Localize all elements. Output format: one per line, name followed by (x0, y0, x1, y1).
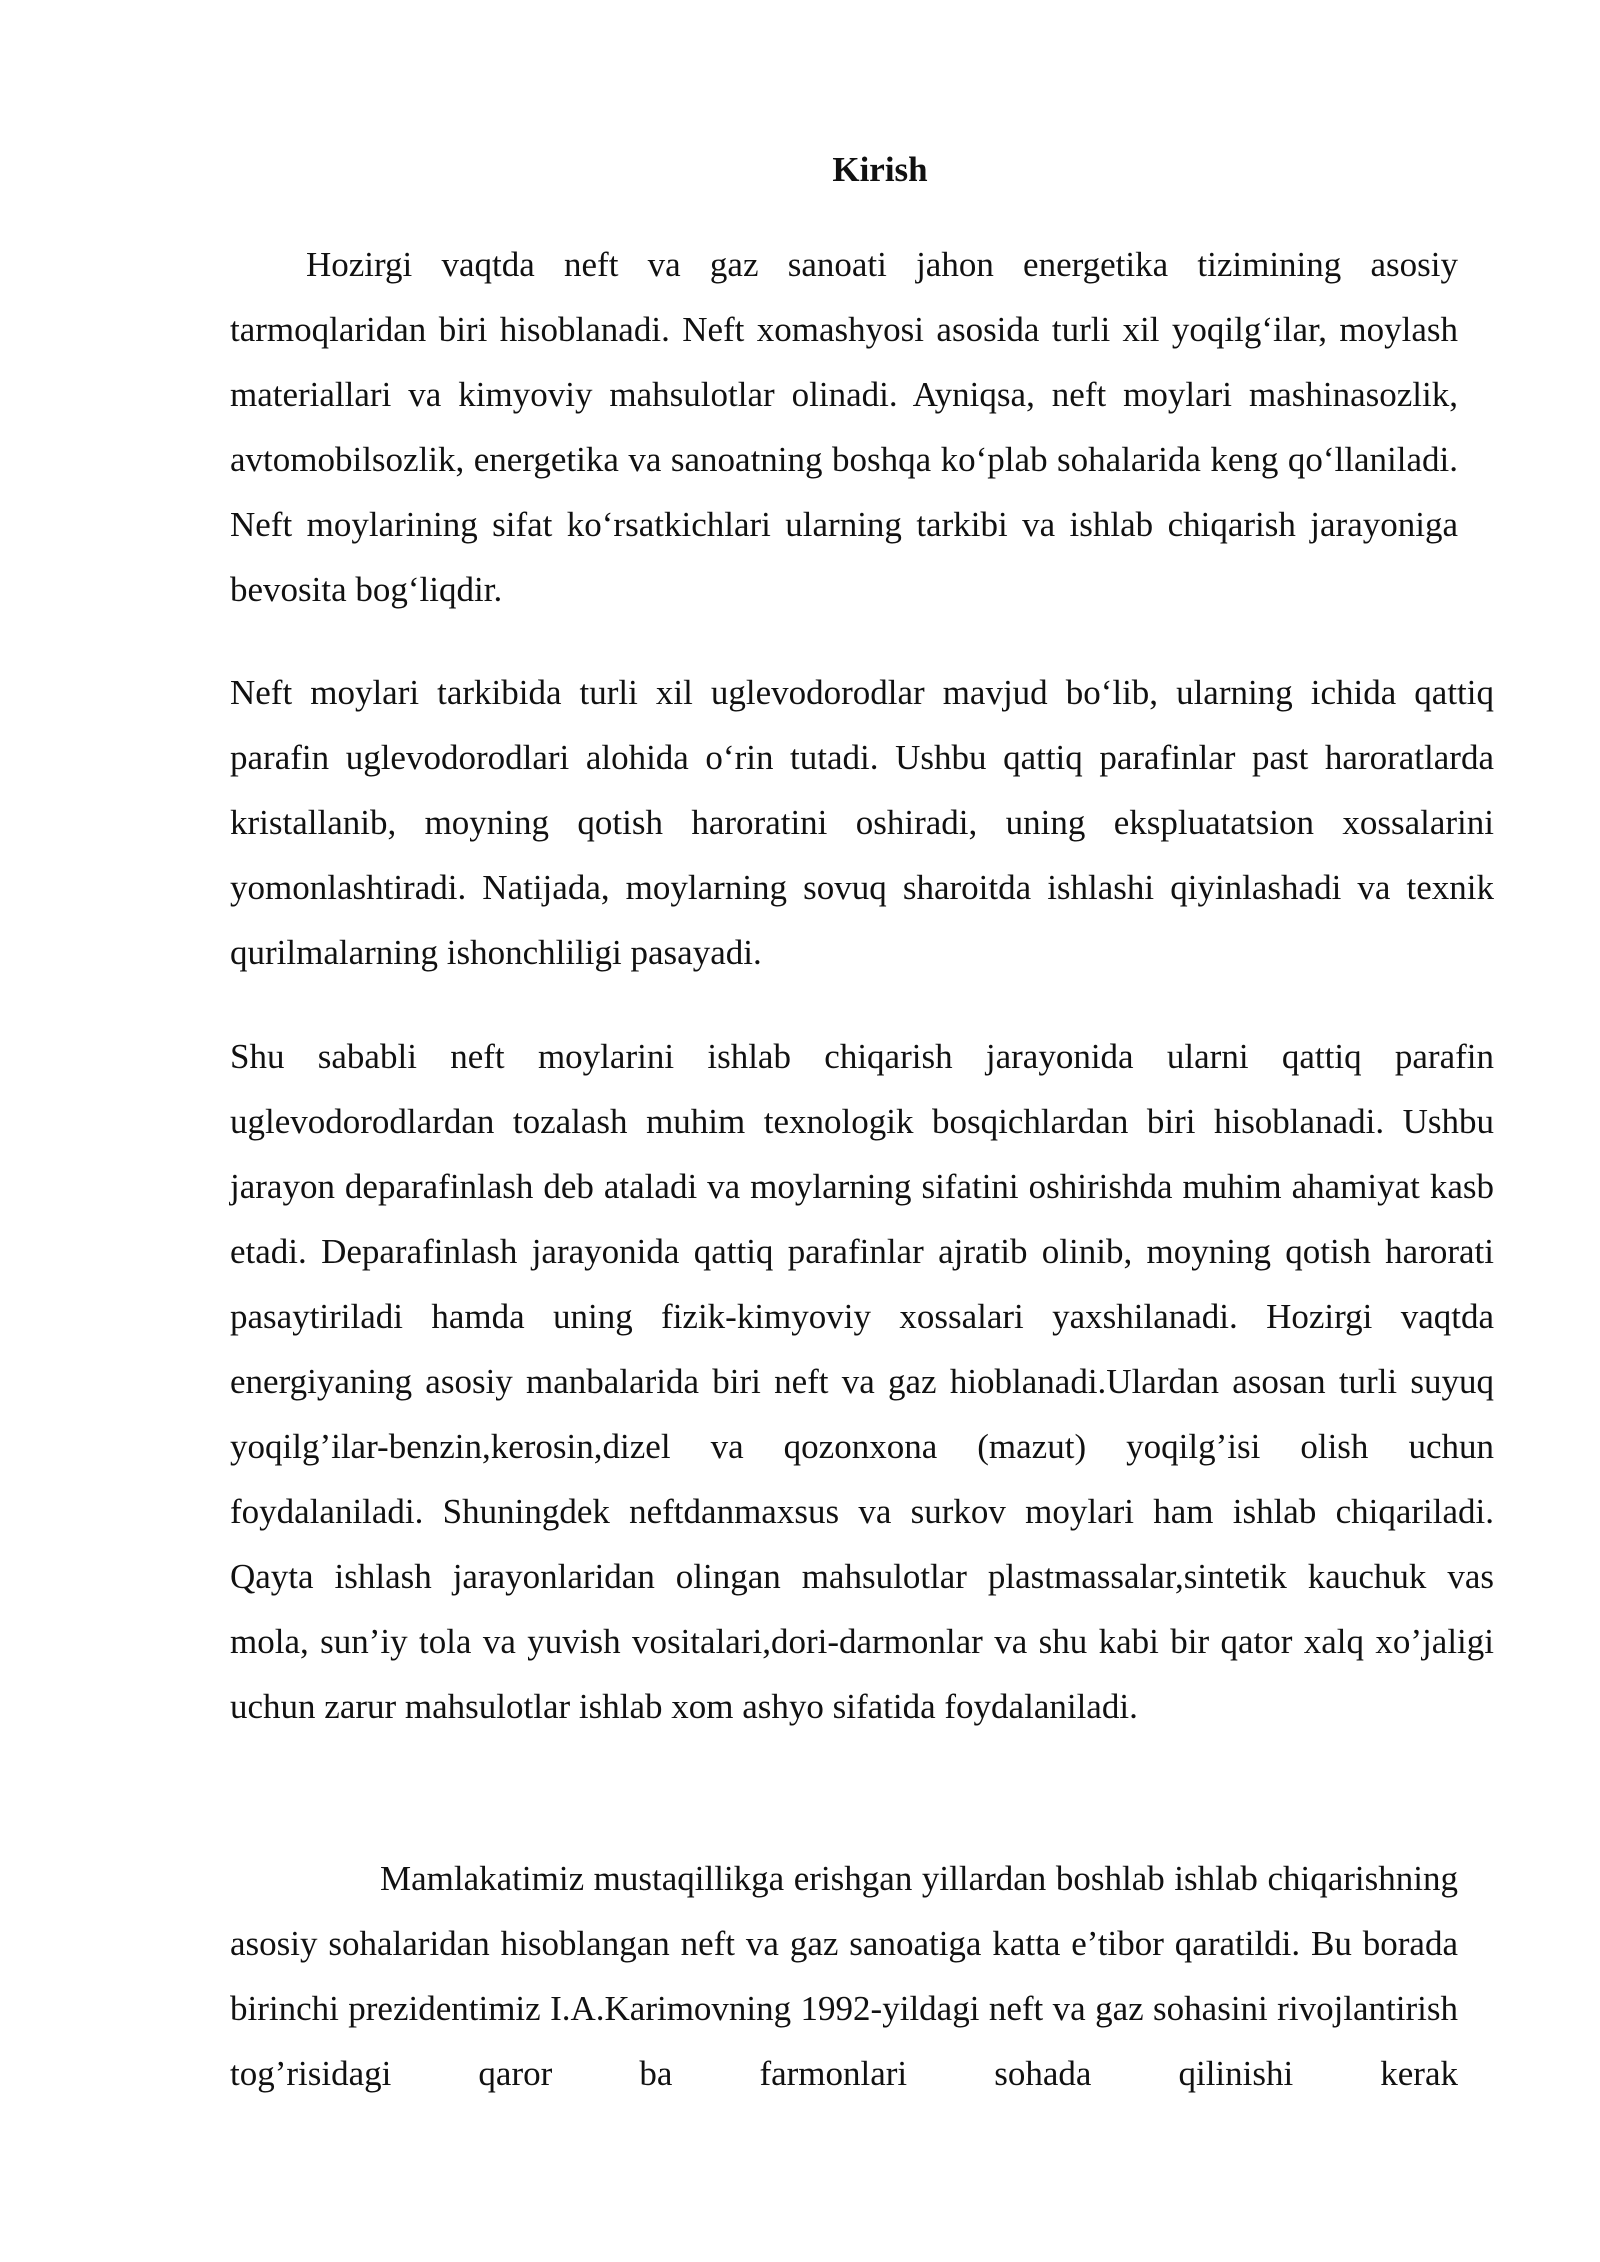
paragraph-2: Neft moylari tarkibida turli xil uglevodorodlar mavjud bo‘lib, ularning ichida qattiq parafin uglevodorodlari alohida o‘rin tutadi. Ushbu qattiq parafinlar past haroratlarda kristallanib, moyning qotish haroratini oshiradi, uning ekspluatatsion xossalarini yomonlashtiradi. Natijada, moylarning sovuq sharoitda ishlashi qiyinlashadi va texnik qurilmalarning ishonchliligi pasayadi. (230, 673, 1494, 972)
paragraph-4: Mamlakatimiz mustaqillikga erishgan yillardan boshlab ishlab chiqarishning asosiy sohalaridan hisoblangan neft va gaz sanoatiga katta e’tibor qaratildi. Bu borada birinchi prezidentimiz I.A.Karimovning 1992-yildagi neft va gaz sohasini rivojlantirish tog’risidagi qaror ba farmonlari sohada qilinishi kerak (230, 1859, 1458, 2093)
document-title: Kirish (832, 150, 928, 189)
paragraph-1: Hozirgi vaqtda neft va gaz sanoati jahon energetika tizimining asosiy tarmoqlaridan biri hisoblanadi. Neft xomashyosi asosida turli xil yoqilg‘ilar, moylash materiallari va kimyoviy mahsulotlar olinadi. Ayniqsa, neft moylari mashinasozlik, avtomobilsozlik, energetika va sanoatning boshqa ko‘plab sohalarida keng qo‘llaniladi. Neft moylarining sifat ko‘rsatkichlari ularning tarkibi va ishlab chiqarish jarayoniga bevosita bog‘liqdir. (230, 245, 1458, 609)
paragraph-3: Shu sababli neft moylarini ishlab chiqarish jarayonida ularni qattiq parafin uglevodorodlardan tozalash muhim texnologik bosqichlardan biri hisoblanadi. Ushbu jarayon deparafinlash deb ataladi va moylarning sifatini oshirishda muhim ahamiyat kasb etadi. Deparafinlash jarayonida qattiq parafinlar ajratib olinib, moyning qotish harorati pasaytiriladi hamda uning fizik-kimyoviy xossalari yaxshilanadi. Hozirgi vaqtda energiyaning asosiy manbalarida biri neft va gaz hioblanadi.Ulardan asosan turli suyuq yoqilg’ilar-benzin,kerosin,dizel va qozonxona (mazut) yoqilg’isi olish uchun foydalaniladi. Shuningdek neftdanmaxsus va surkov moylari ham ishlab chiqariladi. Qayta ishlash jarayonlaridan olingan mahsulotlar plastmassalar,sintetik kauchuk vas mola, sun’iy tola va yuvish vositalari,dori-darmonlar va shu kabi bir qator xalq xo’jaligi uchun zarur mahsulotlar ishlab xom ashyo sifatida foydalaniladi. (230, 1037, 1494, 1726)
